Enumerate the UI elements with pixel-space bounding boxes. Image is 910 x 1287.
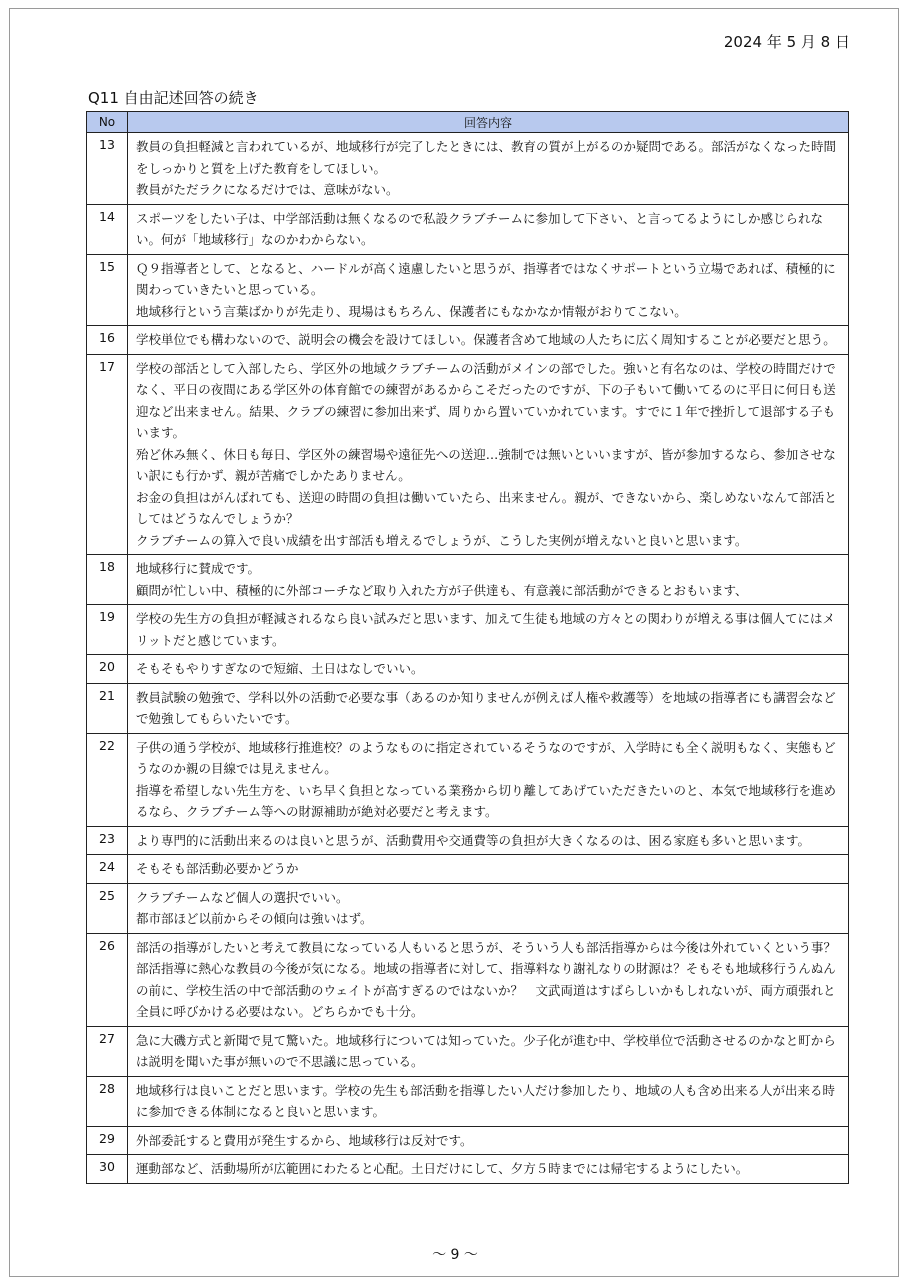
answer-cell (128, 855, 849, 884)
table-row (87, 655, 849, 684)
table-row (87, 1155, 849, 1184)
answer-paragraph: クラブチームの算入で良い成績を出す部活も増えるでしょうが、こうした実例が増えないと良いと思います。 (136, 532, 748, 548)
table-row (87, 354, 849, 555)
answers-table (86, 111, 849, 1184)
answer-cell (128, 204, 849, 254)
table-row (87, 855, 849, 884)
row-number: 22 (87, 733, 128, 826)
answers-table-body (87, 133, 849, 1184)
section-heading: Q11 自由記述回答の続き (88, 89, 259, 107)
document-date: 2024 年 5 月 8 日 (723, 33, 850, 51)
answer-paragraph: 子供の通う学校が、地域移行推進校？のようなものに指定されているそうなのですが、入学時にも全く説明もなく、実態もどうなのか親の目線では見えません。 (136, 739, 836, 776)
answer-paragraph: そもそも部活動必要かどうか (136, 861, 299, 876)
row-number: 13 (87, 133, 128, 205)
answer-cell (128, 1155, 849, 1184)
row-number: 14 (87, 204, 128, 254)
row-number: 19 (87, 605, 128, 655)
table-row (87, 883, 849, 933)
answer-cell (128, 733, 849, 826)
answer-paragraph: 地域移行は良いことだと思います。学校の先生も部活動を指導したい人だけ参加したり、地域の人も含め出来る人が出来る時に参加できる体制になると良いと思います。 (136, 1082, 836, 1119)
answer-paragraph: 殆ど休み無く、休日も毎日、学区外の練習場や遠征先への送迎…強制では無いといいますが、皆が参加するなら、参加させない訳にも行かず、親が苦痛でしかたありません。 (136, 446, 836, 483)
column-header-answer: 回答内容 (128, 112, 849, 133)
answer-paragraph: 指導を希望しない先生方を、いち早く負担となっている業務から切り離してあげていただきたいのと、本気で地域移行を進めるなら、クラブチーム等への財源補助が絶対必要だと考えます。 (136, 782, 837, 819)
row-number: 18 (87, 555, 128, 605)
answer-paragraph: 運動部など、活動場所が広範囲にわたると心配。土日だけにして、夕方５時までには帰宅するようにしたい。 (136, 1161, 749, 1176)
table-row (87, 733, 849, 826)
table-row (87, 204, 849, 254)
answer-cell (128, 133, 849, 205)
table-row (87, 683, 849, 733)
answer-cell (128, 1076, 849, 1126)
answer-cell (128, 605, 849, 655)
answer-cell (128, 555, 849, 605)
row-number: 24 (87, 855, 128, 884)
answer-cell (128, 1126, 849, 1155)
answer-paragraph: 教員試験の勉強で、学科以外の活動で必要な事（あるのか知りませんが例えば人権や救護等）を地域の指導者にも講習会などで勉強してもらいたいです。 (136, 689, 836, 726)
answer-cell (128, 326, 849, 355)
answer-paragraph: 学校単位でも構わないので、説明会の機会を設けてほしい。保護者含めて地域の人たちに広く周知することが必要だと思う。 (136, 332, 836, 347)
answer-paragraph: 教員の負担軽減と言われているが、地域移行が完了したときには、教育の質が上がるのか疑問である。部活がなくなった時間をしっかりと質を上げた教育をしてほしい。 (136, 139, 837, 176)
table-row (87, 826, 849, 855)
answer-cell (128, 826, 849, 855)
table-row (87, 1126, 849, 1155)
answer-paragraph: Ｑ９指導者として、となると、ハードルが高く遠慮したいと思うが、指導者ではなくサポートという立場であれば、積極的に関わっていきたいと思っている。 (136, 260, 836, 297)
row-number: 16 (87, 326, 128, 355)
answer-paragraph: 教員がただラクになるだけでは、意味がない。 (136, 182, 399, 197)
answer-paragraph: 地域移行に賛成です。 (136, 561, 261, 576)
answer-paragraph: そもそもやりすぎなので短縮、土日はなしでいい。 (136, 661, 424, 676)
table-header-row (87, 112, 849, 133)
row-number: 29 (87, 1126, 128, 1155)
answer-cell (128, 683, 849, 733)
table-row (87, 133, 849, 205)
answer-paragraph: 学校の先生方の負担が軽減されるなら良い試みだと思います、加えて生徒も地域の方々との関わりが増える事は個人てにはメリットだと感じています。 (136, 611, 836, 648)
column-header-no: No (87, 112, 128, 133)
table-row (87, 254, 849, 326)
row-number: 17 (87, 354, 128, 555)
page-number: ～ 9 ～ (432, 1247, 478, 1263)
answer-paragraph: 学校の部活として入部したら、学区外の地域クラブチームの活動がメインの部でした。強いと有名なのは、学校の時間だけでなく、平日の夜間にある学区外の体育館での練習があるからこそだったのですが、下の子もいて働いてるのに平日に何日も送迎など出来ません。結果、クラブの練習に参加出来ず、周りから置いていかれています。すでに１年で挫折して退部する子もいます。 (136, 360, 836, 440)
answer-paragraph: スポーツをしたい子は、中学部活動は無くなるので私設クラブチームに参加して下さい、と言ってるようにしか感じられない。何が「地域移行」なのかわからない。 (136, 210, 824, 247)
row-number: 27 (87, 1026, 128, 1076)
answer-cell (128, 354, 849, 555)
table-row (87, 605, 849, 655)
row-number: 15 (87, 254, 128, 326)
answer-paragraph: 顧問が忙しい中、積極的に外部コーチなど取り入れた方が子供達も、有意義に部活動ができるとおもいます、 (136, 582, 748, 598)
row-number: 23 (87, 826, 128, 855)
answer-paragraph: お金の負担はがんばれても、送迎の時間の負担は働いていたら、出来ません。親が、できないから、楽しめないなんて部活としてはどうなんでしょうか？ (136, 489, 837, 526)
answer-cell (128, 883, 849, 933)
row-number: 28 (87, 1076, 128, 1126)
answer-paragraph: クラブチームなど個人の選択でいい。 (136, 889, 349, 905)
answer-paragraph: 都市部ほど以前からその傾向は強いはず。 (136, 911, 373, 926)
answer-cell (128, 933, 849, 1026)
table-row (87, 1026, 849, 1076)
answer-cell (128, 254, 849, 326)
row-number: 30 (87, 1155, 128, 1184)
answer-paragraph: 部活の指導がしたいと考えて教員になっている人もいると思うが、そういう人も部活指導からは今後は外れていくという事？部活指導に熱心な教員の今後が気になる。地域の指導者に対して、指導料なり謝礼なりの財源は？そもそも地域移行うんぬんの前に、学校生活の中で部活動のウェイトが高すぎるのではないか？ 文武両道はすばらしいかもしれないが、両方頑張れと全員に呼びかける必要はない。どちらかでも十分。 (136, 939, 837, 1019)
table-row (87, 1076, 849, 1126)
answer-cell (128, 655, 849, 684)
row-number: 20 (87, 655, 128, 684)
answer-paragraph: 地域移行という言葉ばかりが先走り、現場はもちろん、保護者にもなかなか情報がおりてこない。 (136, 303, 687, 319)
answer-cell (128, 1026, 849, 1076)
answer-paragraph: 急に大磯方式と新聞で見て驚いた。地域移行については知っていた。少子化が進む中、学校単位で活動させるのかなと町からは説明を聞いた事が無いので不思議に思っている。 (136, 1032, 836, 1069)
table-row (87, 326, 849, 355)
table-row (87, 933, 849, 1026)
row-number: 21 (87, 683, 128, 733)
row-number: 26 (87, 933, 128, 1026)
answer-paragraph: 外部委託すると費用が発生するから、地域移行は反対です。 (136, 1132, 473, 1148)
answer-paragraph: より専門的に活動出来るのは良いと思うが、活動費用や交通費等の負担が大きくなるのは、困る家庭も多いと思います。 (136, 832, 811, 848)
table-row (87, 555, 849, 605)
row-number: 25 (87, 883, 128, 933)
